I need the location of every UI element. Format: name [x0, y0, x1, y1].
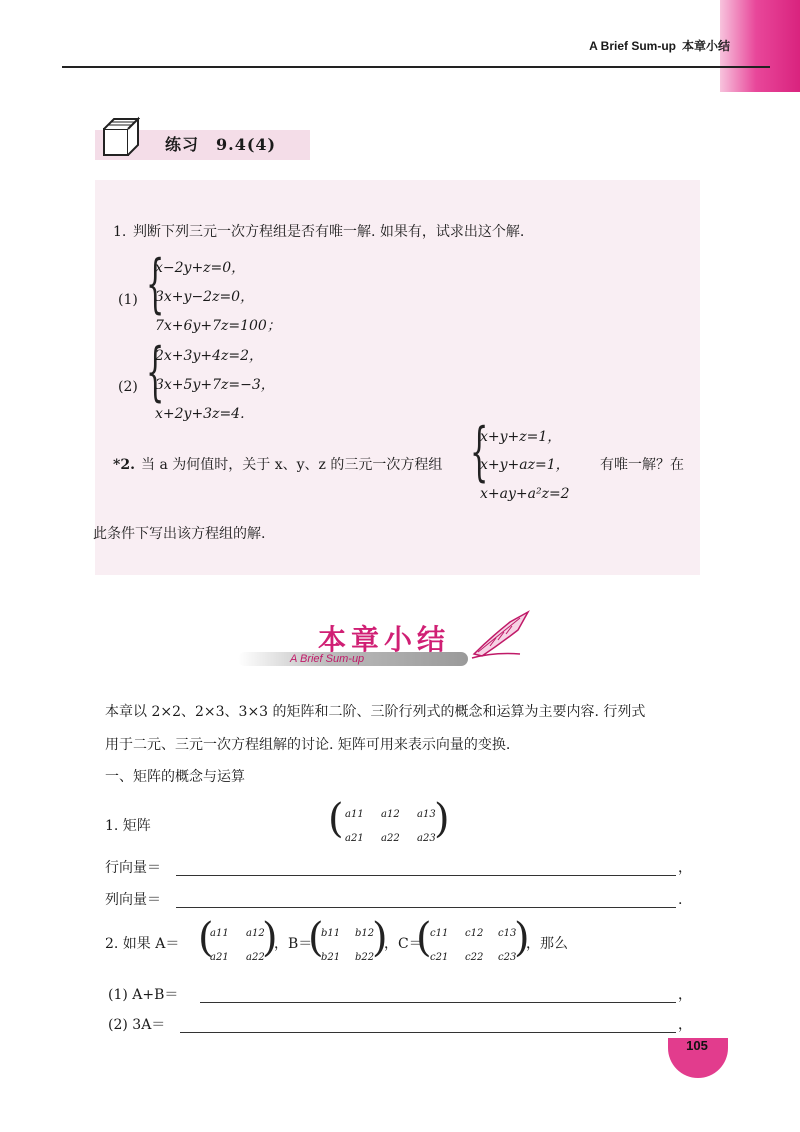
exercise-title: 练习 9.4(4): [165, 135, 277, 154]
q2-text-before: 当 a 为何值时，关于 x、y、z 的三元一次方程组: [141, 457, 443, 473]
notebook-icon: [100, 115, 140, 161]
c-label: ，C＝: [384, 936, 423, 952]
quill-pen-icon: [470, 608, 532, 664]
matrix-entry: a12: [381, 809, 400, 820]
equation: x+y+z=1，: [480, 429, 562, 445]
column-vector-blank[interactable]: [176, 906, 676, 908]
left-brace: {: [146, 247, 165, 321]
matrix-entry: c13: [498, 928, 517, 939]
equation: x+2y+3z=4.: [155, 406, 245, 422]
left-paren: (: [308, 915, 324, 961]
matrix-entry: b12: [355, 928, 375, 939]
summary-intro-line2: 用于二元、三元一次方程组解的讨论. 矩阵可用来表示向量的变换.: [105, 737, 511, 753]
matrix-entry: c23: [498, 952, 517, 963]
page-number: 105: [686, 1038, 708, 1053]
matrix-entry: c11: [430, 928, 449, 939]
q1-text: 判断下列三元一次方程组是否有唯一解. 如果有，试求出这个解.: [133, 224, 525, 240]
summary-title: 本章小结: [318, 623, 451, 656]
summary-subtitle: A Brief Sum-up: [290, 653, 365, 665]
punctuation: ，: [678, 987, 692, 1003]
right-paren: ): [434, 796, 450, 842]
matrix-entry: b22: [355, 952, 375, 963]
right-paren: ): [514, 915, 530, 961]
header-title-en: A Brief Sum-up: [589, 39, 676, 53]
matrix-entry: b21: [321, 952, 341, 963]
q1-sys1-label: (1): [118, 292, 138, 308]
matrix-entry: a21: [345, 833, 364, 844]
header-title-cn: 本章小结: [681, 39, 730, 53]
equation: 7x+6y+7z=100；: [155, 318, 281, 334]
sub1-label: (1) A+B＝: [108, 987, 179, 1003]
sub2-label: (2) 3A＝: [108, 1017, 166, 1033]
summary-intro-line1: 本章以 2×2、2×3、3×3 的矩阵和二阶、三阶行列式的概念和运算为主要内容. 行列式: [105, 704, 646, 720]
q1-number: 1.: [113, 224, 127, 240]
header-color-tab: [720, 0, 800, 92]
equation: 3x+y−2z=0，: [155, 289, 255, 305]
equation: x+y+az=1，: [480, 457, 570, 473]
matrix-entry: a11: [345, 809, 364, 820]
q2-number: *2.: [113, 457, 135, 473]
matrix-entry: c21: [430, 952, 449, 963]
item2-suffix: ，那么: [526, 936, 568, 952]
row-vector-label: 行向量＝: [105, 860, 161, 876]
equation: x+ay+a²z=2: [480, 486, 570, 502]
sub2-blank[interactable]: [180, 1031, 676, 1033]
equation: 3x+5y+7z=−3，: [155, 377, 275, 393]
b-label: ，B＝: [274, 936, 313, 952]
punctuation: ，: [678, 860, 692, 876]
left-paren: (: [328, 796, 344, 842]
q2-text-line2: 此条件下写出该方程组的解.: [93, 526, 266, 542]
item2-prefix: 2. 如果 A＝: [105, 936, 180, 952]
left-paren: (: [198, 915, 214, 961]
matrix-entry: a11: [210, 928, 229, 939]
left-paren: (: [416, 915, 432, 961]
right-paren: ): [262, 915, 278, 961]
punctuation: .: [678, 892, 683, 908]
matrix-entry: c12: [465, 928, 484, 939]
matrix-entry: c22: [465, 952, 484, 963]
sub1-blank[interactable]: [200, 1001, 676, 1003]
right-paren: ): [372, 915, 388, 961]
q2-text-after: 有唯一解？在: [600, 457, 684, 473]
matrix-entry: a22: [246, 952, 265, 963]
matrix-entry: a22: [381, 833, 400, 844]
item1-label: 1. 矩阵: [105, 818, 151, 834]
matrix-entry: b11: [321, 928, 341, 939]
q1-sys2-label: (2): [118, 379, 138, 395]
section-heading: 一、矩阵的概念与运算: [105, 769, 245, 785]
row-vector-blank[interactable]: [176, 874, 676, 876]
matrix-entry: a23: [417, 833, 436, 844]
equation: 2x+3y+4z=2，: [155, 348, 264, 364]
left-brace: {: [146, 335, 165, 409]
punctuation: ，: [678, 1017, 692, 1033]
header-rule: [62, 66, 770, 68]
matrix-entry: a12: [246, 928, 265, 939]
left-brace: {: [470, 415, 489, 489]
matrix-entry: a21: [210, 952, 229, 963]
matrix-entry: a13: [417, 809, 436, 820]
equation: x−2y+z=0，: [155, 260, 246, 276]
running-header: [510, 37, 730, 54]
column-vector-label: 列向量＝: [105, 892, 161, 908]
